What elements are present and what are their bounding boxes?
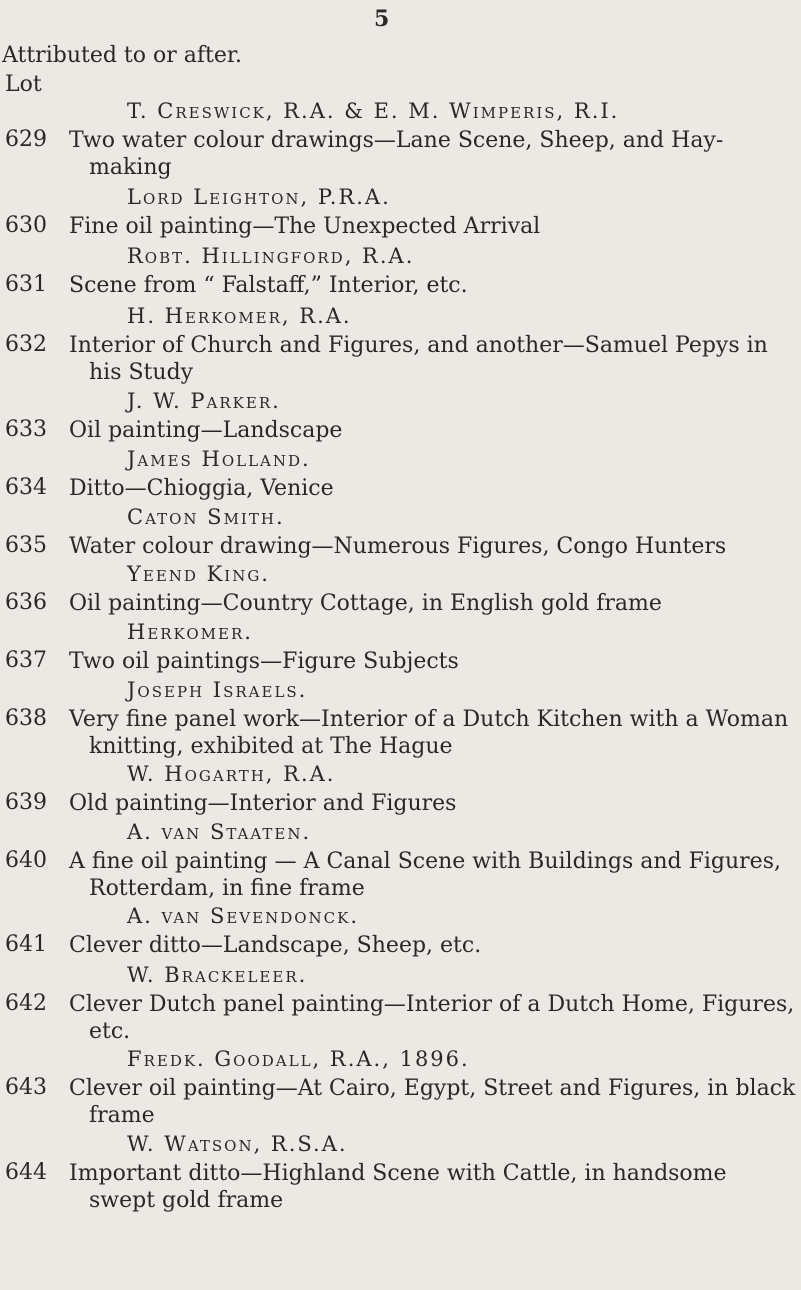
lot-description: Water colour drawing—Numerous Figures, Congo Hunters [69, 534, 727, 559]
lot-description: Important ditto—Highland Scene with Cattle, in handsome swept gold frame [69, 1161, 727, 1213]
lot-description: Very fine panel work—Interior of a Dutch Kitchen with a Woman knitting, exhibited at The Hague [69, 707, 789, 759]
lot-artist: Robt. Hillingford, R.A. [127, 244, 415, 268]
lot-number: 633 [5, 417, 47, 442]
lot-artist: W. Brackeleer. [127, 963, 308, 987]
lot-number: 636 [5, 590, 47, 615]
lot-description: Ditto—Chioggia, Venice [69, 476, 334, 501]
lot-number: 639 [5, 790, 47, 815]
lot-artist: Joseph Israels. [127, 678, 308, 702]
lot-artist: H. Herkomer, R.A. [127, 304, 352, 328]
lot-column-heading: Lot [5, 72, 42, 97]
lot-artist: T. Creswick, R.A. & E. M. Wimperis, R.I. [127, 99, 620, 123]
lot-number: 631 [5, 272, 47, 297]
lot-number: 644 [5, 1160, 47, 1185]
lot-number: 638 [5, 706, 47, 731]
lot-description: Clever oil painting—At Cairo, Egypt, Street and Figures, in black frame [69, 1076, 796, 1128]
lot-number: 635 [5, 533, 47, 558]
lot-artist: Lord Leighton, P.R.A. [127, 185, 391, 209]
lot-artist: W. Watson, R.S.A. [127, 1132, 348, 1156]
lot-artist: Yeend King. [127, 562, 270, 586]
lot-number: 643 [5, 1075, 47, 1100]
lot-number: 642 [5, 991, 47, 1016]
lot-artist: Fredk. Goodall, R.A., 1896. [127, 1047, 470, 1071]
lot-number: 634 [5, 475, 47, 500]
lot-artist: W. Hogarth, R.A. [127, 762, 336, 786]
lot-number: 630 [5, 213, 47, 238]
lot-description: Interior of Church and Figures, and another—Samuel Pepys in his Study [69, 333, 768, 385]
lot-description: Two water colour drawings—Lane Scene, Sheep, and Hay-making [69, 128, 724, 180]
lot-artist: A. van Staaten. [127, 820, 312, 844]
lot-description: Old painting—Interior and Figures [69, 791, 457, 816]
lot-number: 640 [5, 848, 47, 873]
lot-artist: James Holland. [127, 447, 311, 471]
lot-description: Scene from “ Falstaff,” Interior, etc. [69, 273, 468, 298]
lot-artist: A. van Sevendonck. [127, 904, 360, 928]
lot-description: Two oil paintings—Figure Subjects [69, 649, 459, 674]
lot-description: A fine oil painting — A Canal Scene with Buildings and Figures, Rotterdam, in fine frame [69, 849, 781, 901]
lot-description: Fine oil painting—The Unexpected Arrival [69, 214, 541, 239]
page-number: 5 [374, 6, 390, 32]
lot-number: 641 [5, 932, 47, 957]
lot-description: Clever ditto—Landscape, Sheep, etc. [69, 933, 482, 958]
lot-description: Clever Dutch panel painting—Interior of a Dutch Home, Figures, etc. [69, 992, 795, 1044]
lot-description: Oil painting—Country Cottage, in English gold frame [69, 591, 662, 616]
lot-artist: J. W. Parker. [127, 389, 281, 413]
lot-artist: Caton Smith. [127, 505, 285, 529]
lot-description: Oil painting—Landscape [69, 418, 343, 443]
lot-artist: Herkomer. [127, 620, 253, 644]
lot-number: 629 [5, 127, 47, 152]
lot-number: 632 [5, 332, 47, 357]
section-header: Attributed to or after. [2, 43, 242, 68]
lot-number: 637 [5, 648, 47, 673]
